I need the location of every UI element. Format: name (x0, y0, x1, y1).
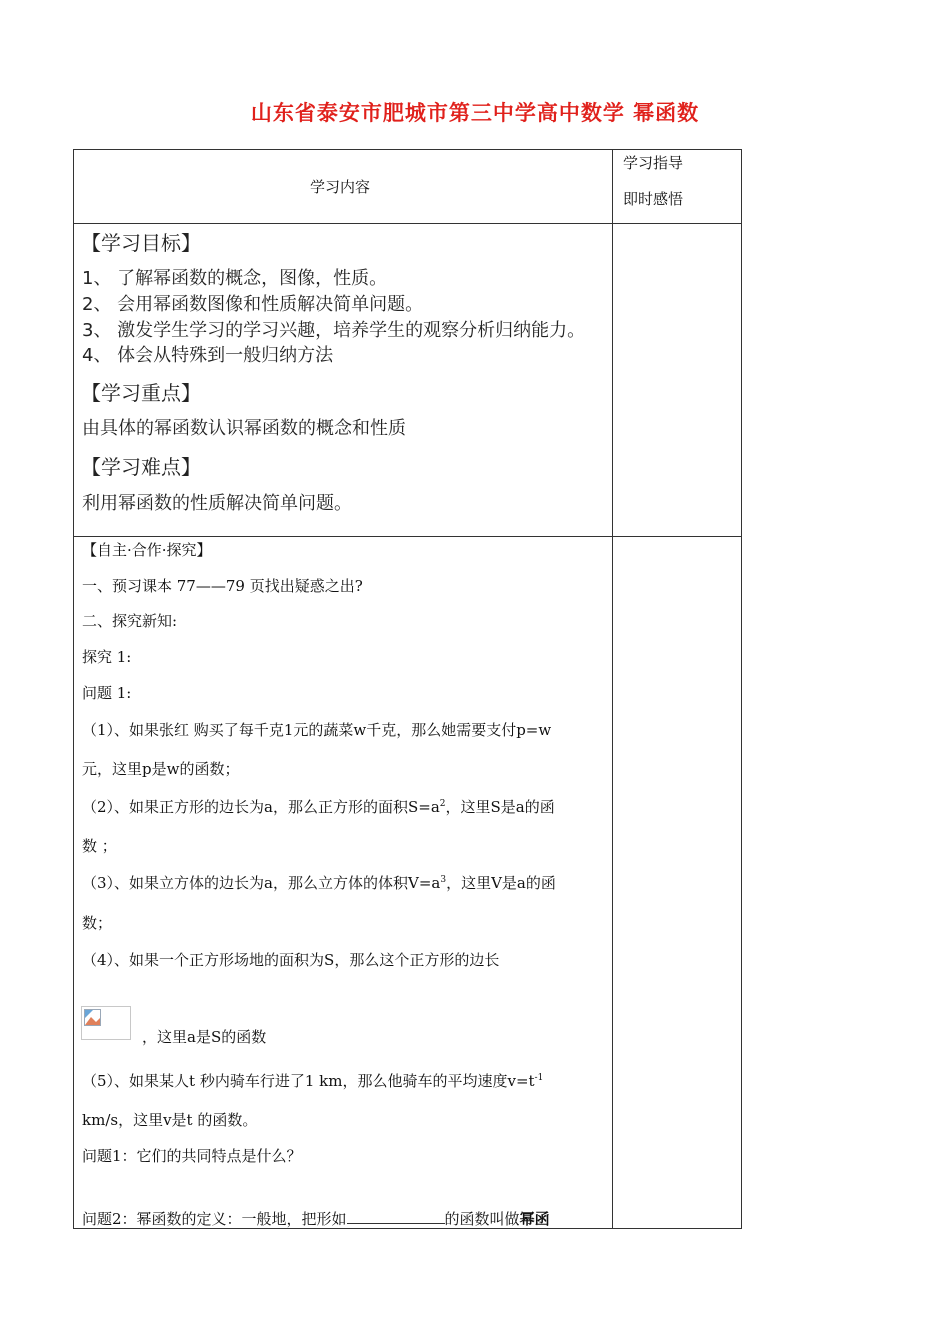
item2-line2: 数 ； (82, 837, 117, 855)
explore-heading: 【自主·合作·探究】 (82, 541, 212, 559)
goal-item: 3、 激发学生学习的学习兴趣，培养学生的观察分析归纳能力。 (82, 320, 586, 341)
new-knowledge-line: 二、探究新知: (82, 612, 178, 630)
definition-blank (347, 1209, 445, 1224)
key-points-text: 由具体的幂函数认识幂函数的概念和性质 (82, 418, 406, 439)
definition-question (82, 1209, 550, 1228)
definition-bold-term: 幂函 (519, 1210, 550, 1228)
item4-line2: ，这里a是S的函数 (142, 1028, 267, 1046)
definition-text-a: 问题2：幂函数的定义：一般地，把形如 (82, 1210, 347, 1228)
item5-text-a: （5）、如果某人t 秒内骑车行进了1 km，那么他骑车的平均速度v=t (82, 1072, 535, 1090)
item3-exponent: 3 (440, 875, 447, 885)
explore1-line: 探究 1: (82, 648, 132, 666)
item3-line2: 数； (82, 914, 113, 932)
item2-line1 (82, 798, 555, 816)
item4-line1: （4）、如果一个正方形场地的面积为S，那么这个正方形的边长 (82, 951, 500, 969)
item2-text-b: ，这里S是a的函 (445, 798, 555, 816)
goals-heading: 【学习目标】 (81, 231, 201, 255)
item3-text-a: （3）、如果立方体的边长为a，那么立方体的体积V=a (82, 874, 441, 892)
common-feature-question: 问题1：它们的共同特点是什么？ (82, 1147, 302, 1165)
broken-image-placeholder (81, 1006, 131, 1040)
definition-text-b: 的函数叫做 (444, 1210, 520, 1228)
table-column-divider (612, 149, 613, 1229)
item5-line1 (82, 1072, 543, 1090)
header-guide-line2: 即时感悟 (623, 190, 684, 208)
goal-item: 2、 会用幂函数图像和性质解决简单问题。 (82, 294, 424, 315)
difficulty-text: 利用幂函数的性质解决简单问题。 (82, 493, 352, 514)
key-points-heading: 【学习重点】 (81, 381, 201, 405)
item5-line2: km/s，这里v是t 的函数。 (82, 1111, 258, 1129)
header-guide-line1: 学习指导 (623, 154, 684, 172)
header-content-column: 学习内容 (310, 178, 371, 196)
item2-text-a: （2）、如果正方形的边长为a，那么正方形的面积S=a (82, 798, 440, 816)
goal-item: 1、 了解幂函数的概念，图像，性质。 (82, 268, 388, 289)
item1-line1: （1）、如果张红 购买了每千克1元的蔬菜w千克，那么她需要支付p=w (82, 721, 552, 739)
item1-line2: 元，这里p是w的函数； (82, 760, 240, 778)
preview-line: 一、预习课本 77——79 页找出疑惑之出? (82, 577, 363, 595)
question1-line: 问题 1: (82, 684, 132, 702)
difficulty-heading: 【学习难点】 (81, 455, 201, 479)
item3-text-b: ，这里V是a的函 (446, 874, 556, 892)
item2-exponent: 2 (439, 799, 446, 809)
table-row-divider-2 (73, 536, 742, 537)
document-title: 山东省泰安市肥城市第三中学高中数学 幂函数 (250, 101, 700, 125)
item5-exponent: -1 (534, 1073, 544, 1083)
table-row-divider-1 (73, 223, 742, 224)
goal-item: 4、 体会从特殊到一般归纳方法 (82, 345, 334, 366)
item3-line1 (82, 874, 556, 892)
broken-image-icon (84, 1009, 102, 1027)
